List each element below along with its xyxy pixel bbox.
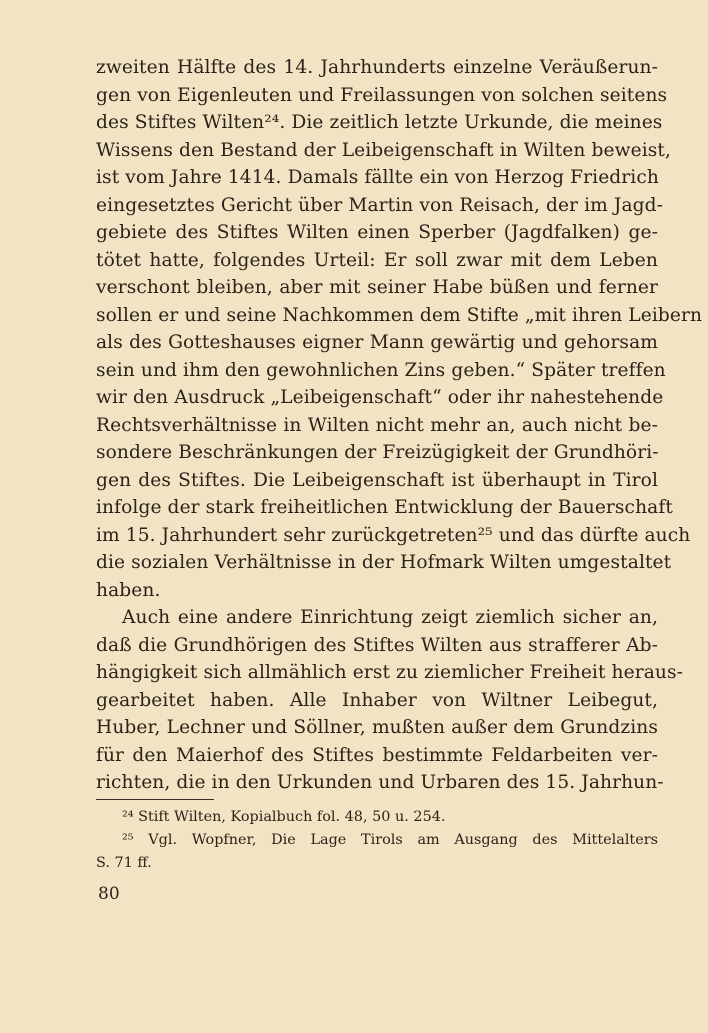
text-line: sollen er und seine Nachkommen dem Stifte „mit ihren Leibern [96,304,703,326]
text-line: für den Maierhof des Stiftes bestimmte Feldarbeiten ver- [96,744,658,766]
text-line: hängigkeit sich allmählich erst zu ziemlicher Freiheit heraus- [96,662,683,683]
text-line: haben. [96,579,161,601]
page-number: 80 [98,884,120,904]
text-line: Huber, Lechner und Söllner, mußten außer dem Grundzins [96,717,658,738]
text-line: richten, die in den Urkunden und Urbaren des 15. Jahrhun- [96,772,664,793]
footnote-divider [96,799,214,800]
text-line: gen des Stiftes. Die Leibeigenschaft ist überhaupt in Tirol [96,469,658,491]
text-line: infolge der stark freiheitlichen Entwicklung der Bauerschaft [96,497,673,518]
text-line: gearbeitet haben. Alle Inhaber von Wiltner Leibegut, [96,689,658,711]
text-line: sein und ihm den gewohnlichen Zins geben.“ Später treffen [96,359,666,381]
text-line: gebiete des Stiftes Wilten einen Sperber (Jagdfalken) ge- [96,222,658,243]
text-line: Rechtsverhältnisse in Wilten nicht mehr an, auch nicht be- [96,414,658,436]
text-line: wir den Ausdruck „Leibeigenschaft“ oder ihr nahestehende [96,387,664,408]
footnote-25: ²⁵ Vgl. Wopfner, Die Lage Tirols am Ausgang des Mittelalters [122,832,658,848]
footnote-25-continuation: S. 71 ff. [96,855,152,871]
text-line: verschont bleiben, aber mit seiner Habe büßen und ferner [96,277,658,298]
text-line: als des Gotteshauses eigner Mann gewärtig und gehorsam [96,332,658,353]
text-line: Wissens den Bestand der Leibeigenschaft in Wilten beweist, [96,139,671,161]
text-line-paragraph-start: Auch eine andere Einrichtung zeigt ziemlich sicher an, [122,607,658,628]
text-line: im 15. Jahrhundert sehr zurückgetreten²⁵ und das dürfte auch [96,524,691,546]
text-line: eingesetztes Gericht über Martin von Reisach, der im Jagd- [96,194,664,216]
text-line: ist vom Jahre 1414. Damals fällte ein von Herzog Friedrich [96,167,659,188]
text-line: des Stiftes Wilten²⁴. Die zeitlich letzte Urkunde, die meines [96,112,663,133]
text-line: gen von Eigenleuten und Freilassungen von solchen seitens [96,84,668,106]
text-line: tötet hatte, folgendes Urteil: Er soll zwar mit dem Leben [96,249,658,271]
body-text [96,54,703,797]
footnote-24: ²⁴ Stift Wilten, Kopialbuch fol. 48, 50 u. 254. [122,809,446,825]
text-line: zweiten Hälfte des 14. Jahrhunderts einzelne Veräußerun- [96,57,658,78]
text-line: daß die Grundhörigen des Stiftes Wilten aus strafferer Ab- [96,634,658,656]
footnotes [96,806,658,875]
text-line: sondere Beschränkungen der Freizügigkeit der Grundhöri- [96,442,659,463]
text-line: die sozialen Verhältnisse in der Hofmark Wilten umgestaltet [96,552,672,573]
